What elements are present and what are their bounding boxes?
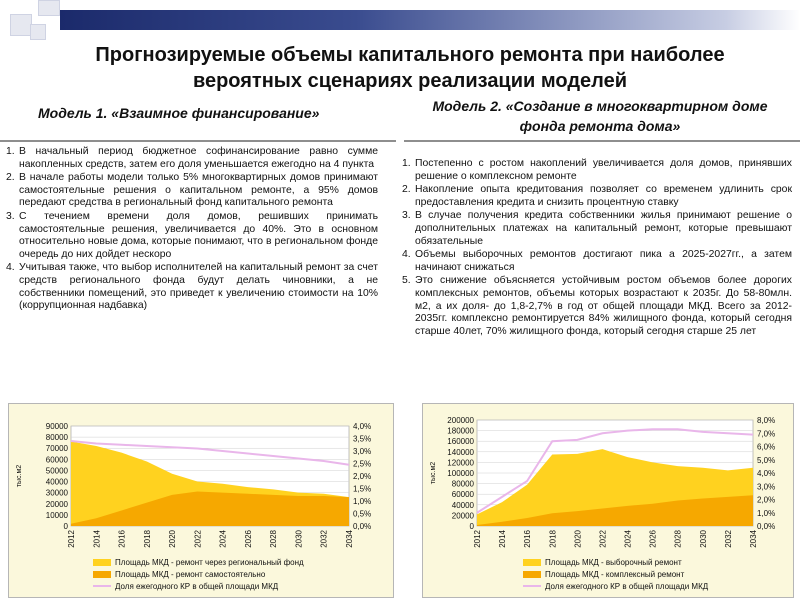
y-tick-label: 70000 (45, 444, 68, 454)
x-tick-label: 2028 (673, 530, 683, 548)
y-tick-label: 10000 (45, 510, 68, 520)
decor-square (10, 14, 32, 36)
x-tick-label: 2014 (498, 530, 508, 548)
y-tick-label: 120000 (447, 458, 474, 468)
y-tick-label: 200000 (447, 416, 474, 425)
item-text: В случае получения кредита собственники жилья принимают решение о дополнительных платежах на капитальный ремонт, которые превышают обязательные (415, 210, 792, 247)
legend-label: Площадь МКД - ремонт самостоятельно (115, 569, 266, 579)
item-text: С течением времени доля домов, решивших принимать самостоятельные решения, увеличивается до 40%. Это в основном относительно новые дома, которые понимают, что в региональном фонде очередь до них дойдет нескоро (19, 210, 378, 260)
legend-label: Площадь МКД - выборочный ремонт (545, 557, 682, 567)
x-tick-label: 2022 (193, 530, 203, 548)
y2-tick-label: 1,0% (353, 497, 372, 506)
y-tick-label: 100000 (447, 469, 474, 478)
y-tick-label: 40000 (45, 477, 68, 487)
list-item (402, 249, 792, 274)
y-tick-label: 80000 (451, 479, 474, 489)
legend-item (523, 580, 708, 592)
x-tick-label: 2012 (473, 530, 482, 548)
item-number: 2. (6, 172, 15, 184)
y-tick-label: 140000 (447, 447, 474, 457)
item-number: 1. (402, 158, 411, 169)
item-text: Объемы выборочных ремонтов достигают пика а 2025-2027гг., а затем начинают снижаться (415, 249, 792, 273)
y-tick-label: 180000 (447, 426, 474, 436)
item-number: 3. (6, 210, 15, 222)
x-tick-label: 2024 (623, 530, 633, 548)
x-tick-label: 2022 (598, 530, 608, 548)
y-tick-label: 50000 (45, 466, 68, 476)
y-tick-label: 80000 (45, 433, 68, 443)
y-axis-label: тыс.м2 (16, 464, 23, 488)
y-tick-label: 20000 (45, 499, 68, 509)
page-title (40, 42, 780, 94)
y2-tick-label: 0,0% (353, 522, 372, 531)
legend-swatch (523, 571, 541, 578)
y2-tick-label: 1,0% (757, 508, 776, 518)
chart1-panel (8, 403, 394, 598)
item-text: Учитывая также, что выбор исполнителей на капитальный ремонт за счет средств регионального фонда будут делать чиновники, а не собственники помещений, это приведет к увеличению стоимости на 10% (коррупционная надбавка) (19, 262, 378, 312)
x-tick-label: 2032 (319, 530, 329, 548)
item-number: 2. (402, 184, 411, 196)
y-tick-label: 0 (63, 522, 68, 531)
item-text: Это снижение объясняется устойчивым ростом объемов более дорогих комплексных ремонтов, объемы которых возрастают к 2035г. До 58-80млн. м2, а их доля- до 1,8-2,7% в год от общей площади МКД. Всего за 2012-2035гг. комплексно ремонтируется 84% жилищного фонда, который сегодня старше 40лет, 70% жилищного фонда, который сегодня старше 25 лет (415, 275, 792, 337)
y2-tick-label: 7,0% (757, 429, 776, 439)
list-item (6, 146, 378, 171)
item-text: Постепенно с ростом накоплений увеличивается доля домов, принявших решение о комплексном ремонте (415, 158, 792, 182)
x-tick-label: 2016 (523, 530, 533, 548)
legend-item (523, 568, 708, 580)
item-number: 3. (402, 210, 411, 222)
item-number: 5. (402, 275, 411, 287)
legend-item (523, 556, 708, 568)
chart1-svg (9, 404, 393, 554)
item-text: В начальный период бюджетное софинансирование равно сумме накопленных средств, затем его доля уменьшается ежегодно на 4 пункта (19, 146, 378, 170)
y2-tick-label: 0,5% (353, 509, 372, 519)
x-tick-label: 2020 (573, 530, 583, 548)
x-tick-label: 2016 (117, 530, 127, 548)
decor-square (30, 24, 46, 40)
legend-swatch (93, 585, 111, 587)
y-axis-label: тыс.м2 (430, 461, 437, 485)
y2-tick-label: 4,0% (353, 422, 372, 431)
list-item (6, 211, 378, 261)
model2-title (410, 96, 790, 136)
y-tick-label: 20000 (451, 511, 474, 521)
x-tick-label: 2014 (92, 530, 102, 548)
y-tick-label: 90000 (45, 422, 68, 431)
item-text: В начале работы модели только 5% многоквартирных домов принимают самостоятельные решения о капитальном ремонте, а 95% домов передают средства в региональный фонд капитального ремонта (19, 172, 378, 209)
x-tick-label: 2032 (723, 530, 733, 548)
legend-item (93, 568, 304, 580)
legend-label: Площадь МКД - ремонт через региональный фонд (115, 557, 304, 567)
y-tick-label: 0 (469, 522, 474, 531)
x-tick-label: 2018 (548, 530, 558, 548)
y2-tick-label: 3,0% (353, 447, 372, 456)
x-tick-label: 2026 (243, 530, 253, 548)
model2-title-line: фонда ремонта дома» (519, 118, 681, 134)
decor-square (38, 0, 60, 16)
chart2-svg (423, 404, 793, 554)
x-tick-label: 2034 (749, 530, 758, 548)
y-tick-label: 30000 (45, 488, 68, 498)
model2-list (402, 158, 792, 339)
x-tick-label: 2020 (168, 530, 178, 548)
x-tick-label: 2018 (142, 530, 152, 548)
legend-item (93, 556, 304, 568)
y2-tick-label: 2,5% (353, 459, 372, 469)
header-decoration (0, 0, 800, 40)
list-item (402, 184, 792, 209)
x-tick-label: 2030 (698, 530, 708, 548)
y2-tick-label: 5,0% (757, 455, 776, 465)
model2-title-line: Модель 2. «Создание в многоквартирном доме (432, 98, 768, 114)
page-title-line: Прогнозируемые объемы капитального ремонта при наиболее (95, 44, 725, 66)
y2-tick-label: 2,0% (757, 495, 776, 505)
legend-swatch (93, 559, 111, 566)
item-number: 1. (6, 146, 15, 157)
item-number: 4. (402, 249, 411, 261)
legend-label: Доля ежегодного КР в общей площади МКД (115, 581, 279, 591)
list-item (6, 262, 378, 312)
chart2-legend (523, 556, 708, 592)
y-tick-label: 160000 (447, 437, 474, 447)
x-tick-label: 2028 (269, 530, 279, 548)
x-tick-label: 2034 (345, 530, 354, 548)
legend-item (93, 580, 304, 592)
list-item (402, 210, 792, 248)
y2-tick-label: 6,0% (757, 442, 776, 452)
y-tick-label: 60000 (451, 490, 474, 500)
divider (404, 140, 800, 142)
legend-swatch (523, 559, 541, 566)
list-item (402, 158, 792, 183)
legend-label: Доля ежегодного КР в общей площади МКД (545, 581, 709, 591)
y2-tick-label: 4,0% (757, 469, 776, 478)
y-tick-label: 60000 (45, 455, 68, 465)
y2-tick-label: 0,0% (757, 522, 776, 531)
legend-swatch (523, 585, 541, 587)
chart2-panel (422, 403, 794, 598)
y2-tick-label: 3,5% (353, 434, 372, 444)
x-tick-label: 2024 (218, 530, 228, 548)
chart1-legend (93, 556, 304, 592)
list-item (402, 275, 792, 338)
x-tick-label: 2030 (294, 530, 304, 548)
header-gradient-bar (60, 10, 800, 30)
item-text: Накопление опыта кредитования позволяет со временем удлинить срок предоставления кредита и снизить процентную ставку (415, 184, 792, 208)
page-title-line: вероятных сценариях реализации моделей (192, 70, 628, 92)
y2-tick-label: 3,0% (757, 482, 776, 492)
x-tick-label: 2012 (67, 530, 76, 548)
model1-list (6, 146, 378, 314)
x-tick-label: 2026 (648, 530, 658, 548)
divider (0, 140, 396, 142)
y-tick-label: 40000 (451, 500, 474, 510)
item-number: 4. (6, 262, 15, 274)
y2-tick-label: 2,0% (353, 472, 372, 481)
y2-tick-label: 1,5% (353, 484, 372, 494)
list-item (6, 172, 378, 210)
model1-title: Модель 1. «Взаимное финансирование» (38, 105, 320, 121)
legend-label: Площадь МКД - комплексный ремонт (545, 569, 685, 579)
y2-tick-label: 8,0% (757, 416, 776, 425)
legend-swatch (93, 571, 111, 578)
